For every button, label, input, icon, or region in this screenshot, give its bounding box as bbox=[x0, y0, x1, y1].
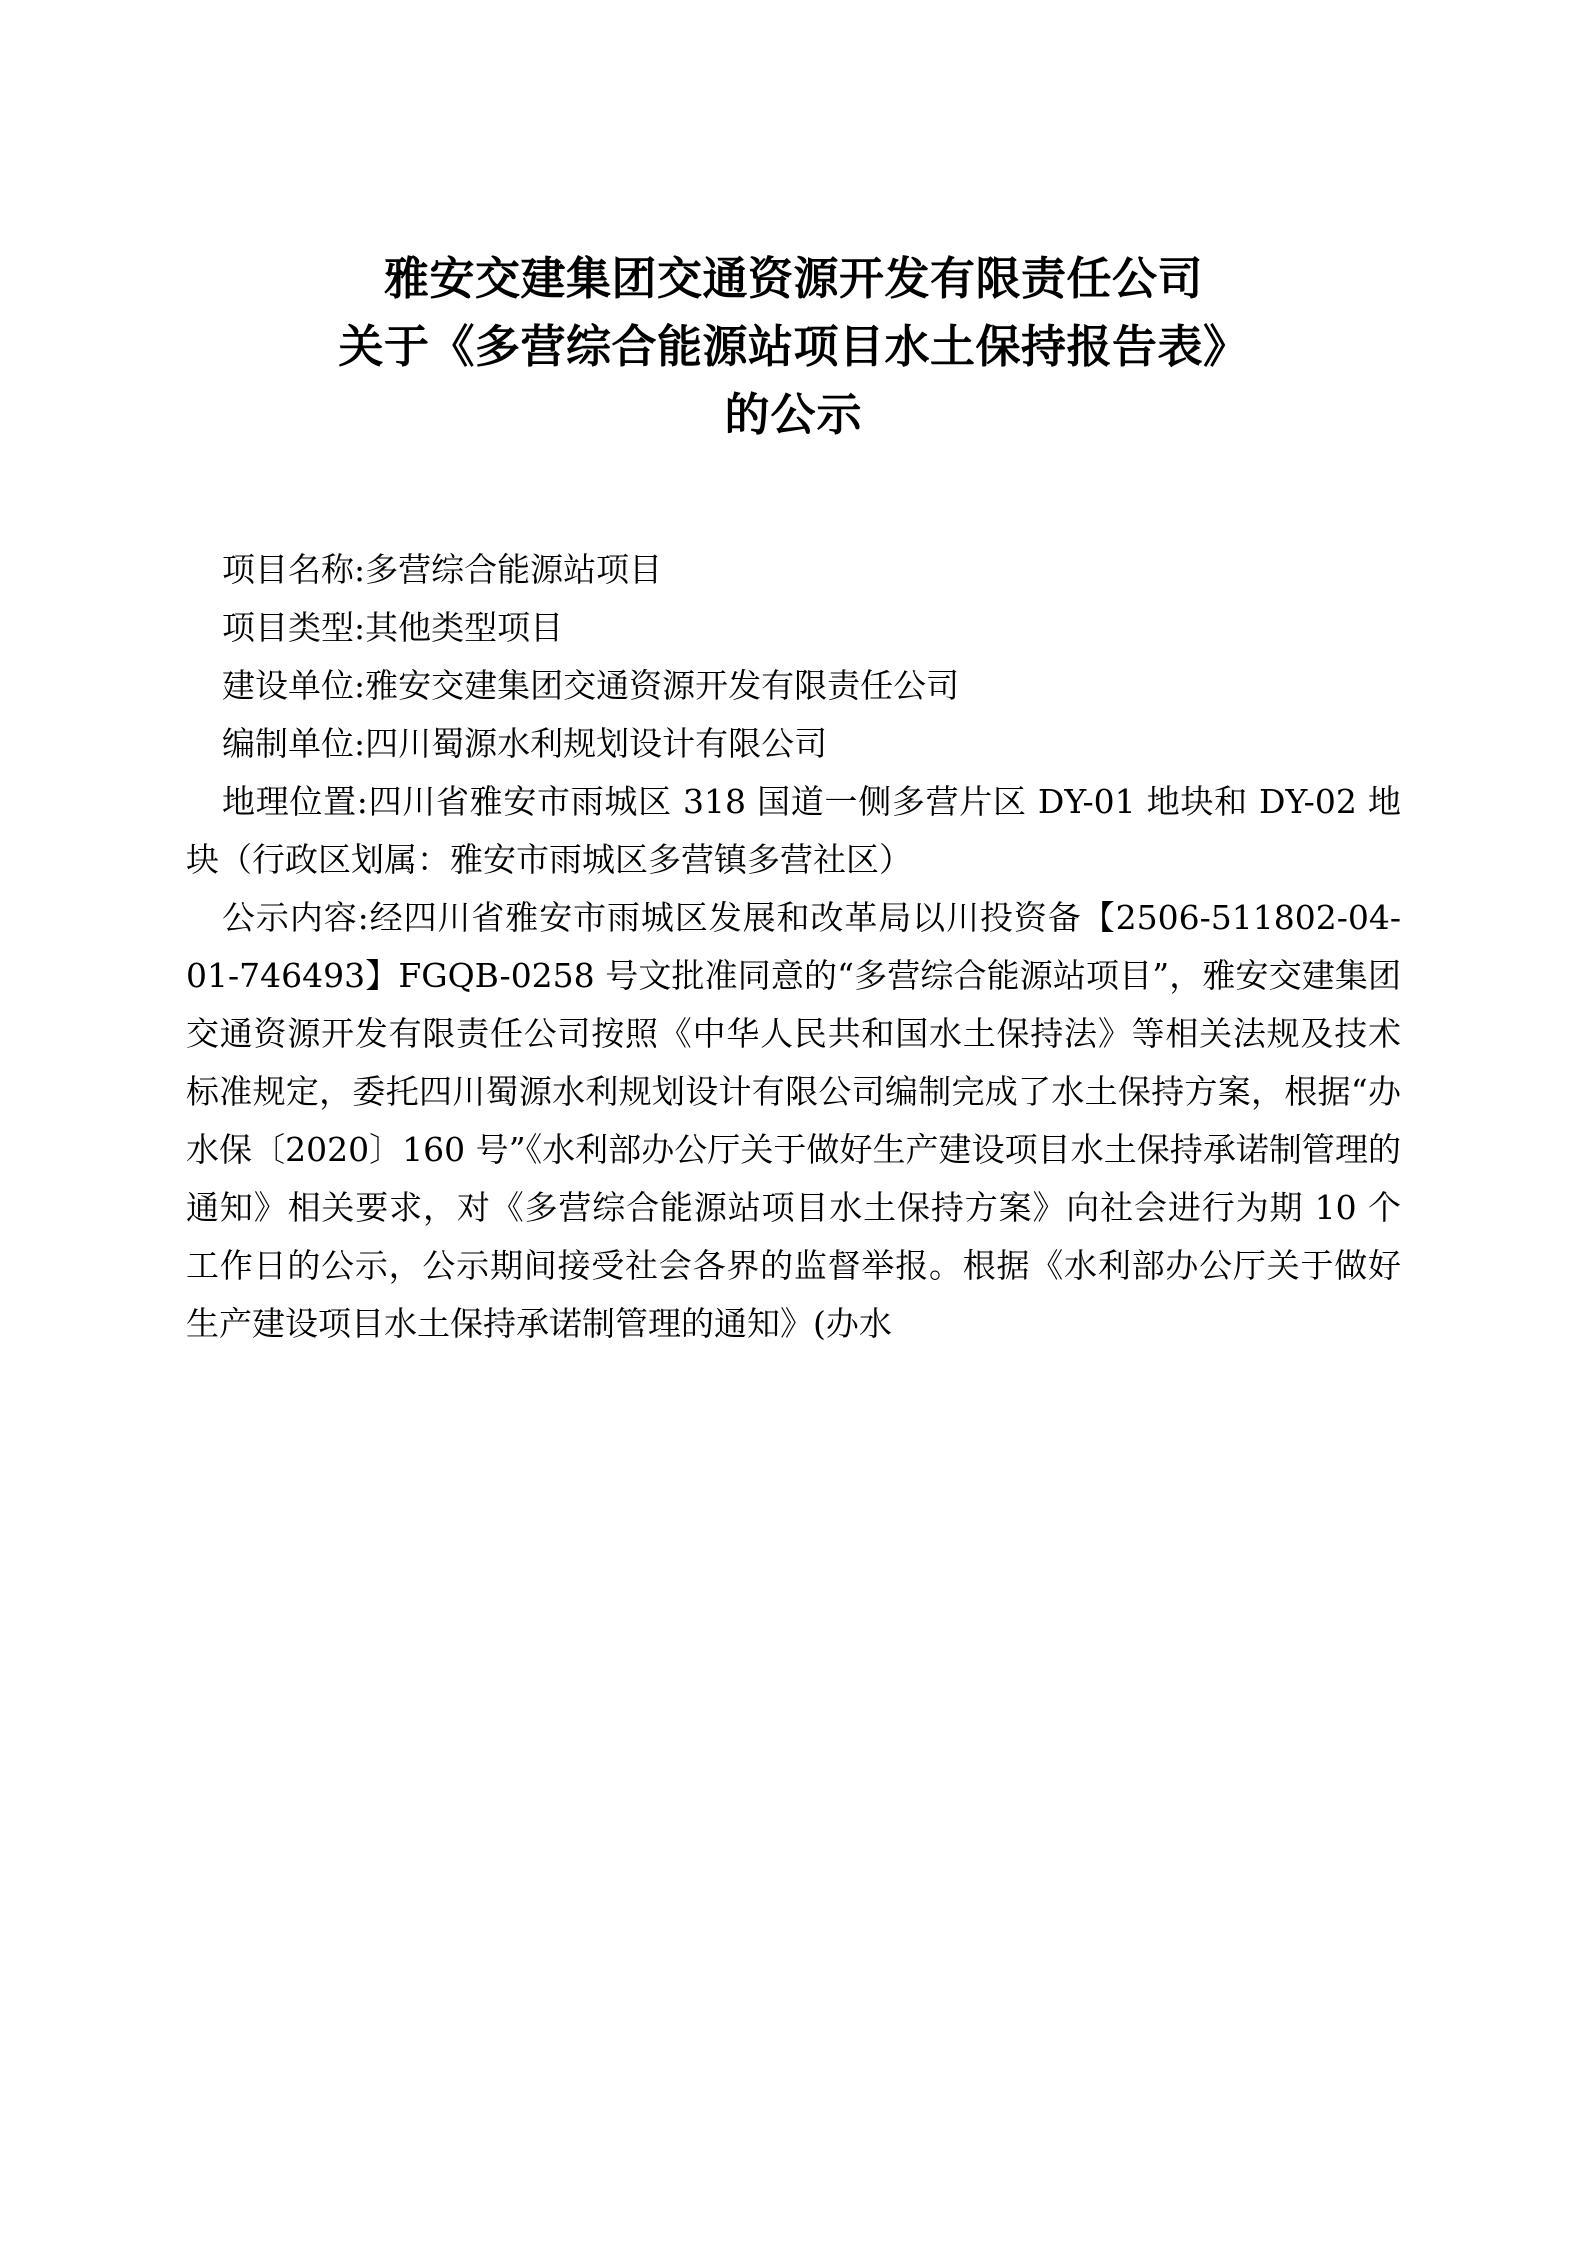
field-project-type bbox=[186, 599, 1401, 657]
field-preparation-unit bbox=[186, 715, 1401, 773]
field-location bbox=[186, 773, 1401, 889]
notice-content-value: 经四川省雅安市雨城区发展和改革局以川投资备【2506-511802-04-01-746493】FGQB-0258 号文批准同意的“多营综合能源站项目”，雅安交建集团交通资源开发有限责任公司按照《中华人民共和国水土保持法》等相关法规及技术标准规定，委托四川蜀源水利规划设计有限公司编制完成了水土保持方案，根据“办水保〔2020〕160 号”《水利部办公厅关于做好生产建设项目水土保持承诺制管理的通知》相关要求，对《多营综合能源站项目水土保持方案》向社会进行为期 10 个工作日的公示，公示期间接受社会各界的监督举报。根据《水利部办公厅关于做好生产建设项目水土保持承诺制管理的通知》(办水 bbox=[186, 898, 1401, 1343]
title-line-3: 的公示 bbox=[724, 388, 863, 441]
field-project-type-value: 其他类型项目 bbox=[365, 608, 564, 647]
page-title bbox=[186, 245, 1401, 449]
title-line-1: 雅安交建集团交通资源开发有限责任公司 bbox=[383, 252, 1203, 305]
project-field-list bbox=[186, 541, 1401, 773]
field-construction-unit bbox=[186, 657, 1401, 715]
field-location-value: 四川省雅安市雨城区 318 国道一侧多营片区 DY-01 地块和 DY-02 地块（行政区划属：雅安市雨城区多营镇多营社区） bbox=[186, 782, 1401, 879]
document-body bbox=[186, 245, 1401, 1353]
field-project-name-label: 项目名称: bbox=[222, 550, 366, 589]
field-location-label: 地理位置: bbox=[222, 782, 368, 821]
notice-content bbox=[186, 889, 1401, 1353]
notice-content-label: 公示内容: bbox=[222, 898, 369, 937]
field-preparation-unit-label: 编制单位: bbox=[222, 724, 366, 763]
field-project-name bbox=[186, 541, 1401, 599]
field-preparation-unit-value: 四川蜀源水利规划设计有限公司 bbox=[365, 724, 828, 763]
field-construction-unit-label: 建设单位: bbox=[222, 666, 366, 705]
title-spacer bbox=[186, 453, 1401, 541]
field-construction-unit-value: 雅安交建集团交通资源开发有限责任公司 bbox=[365, 666, 960, 705]
field-project-name-value: 多营综合能源站项目 bbox=[365, 550, 663, 589]
field-project-type-label: 项目类型: bbox=[222, 608, 366, 647]
title-line-2: 关于《多营综合能源站项目水土保持报告表》 bbox=[338, 320, 1249, 373]
